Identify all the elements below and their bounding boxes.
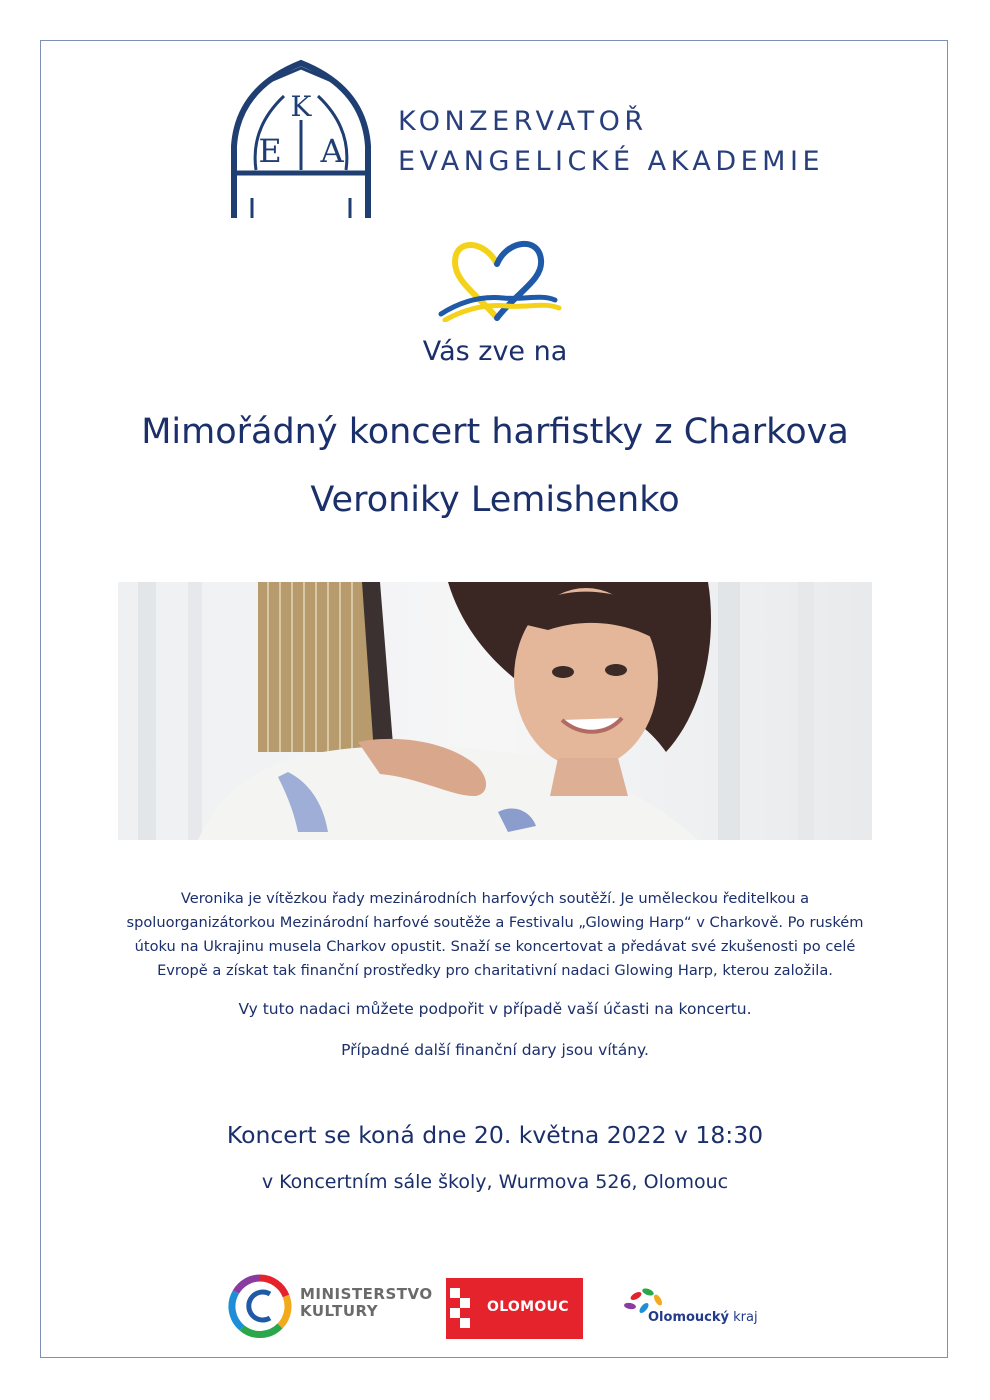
logo-letter-a: A xyxy=(320,132,344,170)
olomouc-city-logo xyxy=(446,1278,583,1339)
donation-line: Případné další finanční dary jsou vítány. xyxy=(341,1041,649,1059)
concert-date: Koncert se koná dne 20. května 2022 v 18:30 xyxy=(226,1121,764,1149)
concert-title: Mimořádný koncert harfistky z Charkova xyxy=(141,412,849,452)
description-paragraph: Veronika je vítězkou řady mezinárodních harfových soutěží. Je uměleckou ředitelkou a spoluorganizátorkou Mezinárodní harfové soutěže a Festivalu „Glowing Harp“ v Charkově. Po ruském útoku na Ukrajinu musela Charkov opustit. Snaží se koncertovat a předávat své zkušenosti po celé Evropě a získat tak finanční prostředky pro charitativní nadaci Glowing Harp, kterou založila. xyxy=(126,890,864,979)
heart-ribbon-icon xyxy=(433,230,563,322)
school-name-line1: KONZERVATOŘ xyxy=(398,106,648,137)
logo-letter-e: E xyxy=(258,132,282,170)
support-line: Vy tuto nadaci můžete podpořit v případě vaší účasti na koncertu. xyxy=(238,1000,752,1018)
invite-text: Vás zve na xyxy=(422,336,568,367)
harpist-photo xyxy=(118,582,872,840)
school-name xyxy=(398,102,824,182)
kea-logo-icon xyxy=(228,58,374,220)
ministry-of-culture-logo xyxy=(228,1274,438,1338)
ministry-line2: KULTURY xyxy=(300,1302,379,1320)
olomouc-text: OLOMOUC xyxy=(487,1299,569,1315)
ministry-text xyxy=(300,1286,433,1320)
performer-name: Veroniky Lemishenko xyxy=(310,480,680,520)
ministry-ring-icon xyxy=(228,1274,292,1338)
kraj-bold: Olomoucký xyxy=(648,1310,729,1325)
olomoucky-kraj-logo xyxy=(620,1286,760,1332)
olomouc-checker-icon xyxy=(446,1278,476,1339)
concert-place: v Koncertním sále školy, Wurmova 526, Olomouc xyxy=(261,1171,729,1193)
ministry-line1: MINISTERSTVO xyxy=(300,1285,433,1303)
school-name-line2: EVANGELICKÉ AKADEMIE xyxy=(398,146,824,177)
kraj-rest: kraj xyxy=(733,1310,758,1325)
kraj-text xyxy=(648,1310,758,1325)
logo-letter-k: K xyxy=(290,90,312,123)
